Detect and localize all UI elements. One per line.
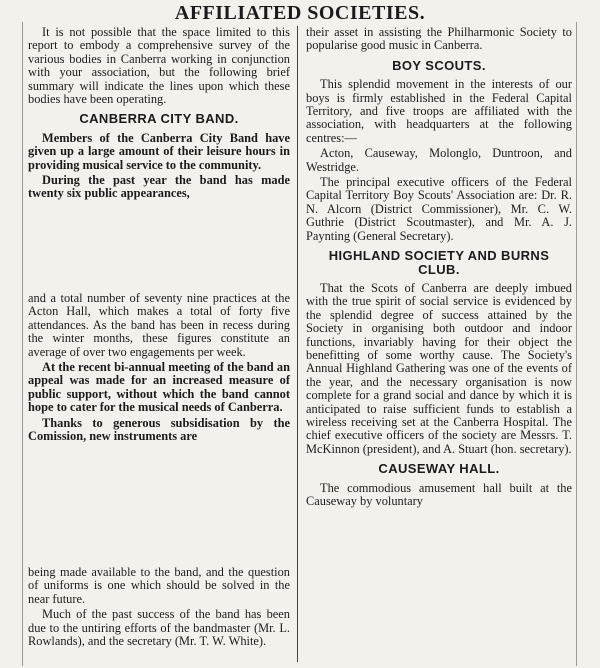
band-paragraph-4: At the recent bi-annual meeting of the band an appeal was made for an increased measure of public support, without which the band cannot hope to cater for the musical needs of Canberra.: [28, 360, 290, 415]
scouts-paragraph-3: The principal executive officers of the Federal Capital Territory Boy Scouts' Association are: Dr. R. N. Alcorn (District Commissioner), Mr. C. W. Guthrie (District Scoutmaster), and Mr. A. J. Paynting (General Secretary).: [306, 175, 572, 243]
left-column-bottom: [28, 566, 290, 650]
highland-heading: HIGHLAND SOCIETY AND BURNS CLUB.: [328, 248, 550, 277]
band-paragraph-5: Thanks to generous subsidisation by the Comission, new instruments are: [28, 415, 290, 444]
scouts-paragraph-1: This splendid movement in the interests of our boys is firmly established in the Federal Capital Territory, and five troops are affiliated with the association, with headquarters at the following centres:—: [306, 77, 572, 145]
left-column-top: [28, 26, 290, 203]
band-paragraph-1: Members of the Canberra City Band have given up a large amount of their leisure hours in providing musical service to the community.: [28, 130, 290, 172]
causeway-heading: CAUSEWAY HALL.: [378, 461, 500, 477]
right-column: [306, 26, 572, 510]
left-frame-rule: [22, 22, 23, 666]
band-paragraph-6: being made available to the band, and the question of uniforms is one which should be solved in the near future.: [28, 565, 290, 606]
scouts-paragraph-2: Acton, Causeway, Molonglo, Duntroon, and Westridge.: [306, 146, 572, 174]
column-divider: [297, 26, 298, 662]
band-paragraph-7: Much of the past success of the band has been due to the untiring efforts of the bandmaster (Mr. L. Rowlands), and the secretary (Mr. T. W. White).: [28, 607, 290, 649]
intro-paragraph: It is not possible that the space limited to this report to embody a comprehensive survey of the various bodies in Canberra working in conjunction with your association, but the following brief summary will indicate the lines upon which these bodies have been operating.: [28, 25, 290, 107]
causeway-paragraph-1: The commodious amusement hall built at the Causeway by voluntary: [306, 480, 572, 508]
band-heading: CANBERRA CITY BAND.: [79, 111, 239, 127]
band-paragraph-3: and a total number of seventy nine practices at the Acton Hall, which makes a total of forty five attendances. As the band has been in recess during the winter months, these figures constitute an average of over two engagements per week.: [28, 291, 290, 359]
scouts-heading: BOY SCOUTS.: [392, 57, 486, 73]
band-paragraph-2: During the past year the band has made twenty six public appearances,: [28, 173, 290, 201]
left-column-middle: [28, 292, 290, 445]
philharmonic-continuation: their asset in assisting the Philharmonic Society to popularise good music in Canberra.: [306, 25, 572, 53]
right-frame-rule: [576, 22, 577, 666]
highland-paragraph-1: That the Scots of Canberra are deeply imbued with the true spirit of social service is evidenced by the splendid degree of success attained by the Society in organising both outdoor and indoor functions, invariably having for their object the benefitting of some worthy cause. The Society's Annual Highland Gathering was one of the events of the year, and the necessary organisation is now complete for a grand social and dance by which it is anticipated to raise sufficient funds to establish a wireless receiving set at the Canberra Hospital. The chief executive officers of the society are Messrs. T. McKinnon (president), and A. Stuart (hon. secretary).: [306, 280, 572, 456]
page-headline: AFFILIATED SOCIETIES.: [174, 2, 426, 24]
